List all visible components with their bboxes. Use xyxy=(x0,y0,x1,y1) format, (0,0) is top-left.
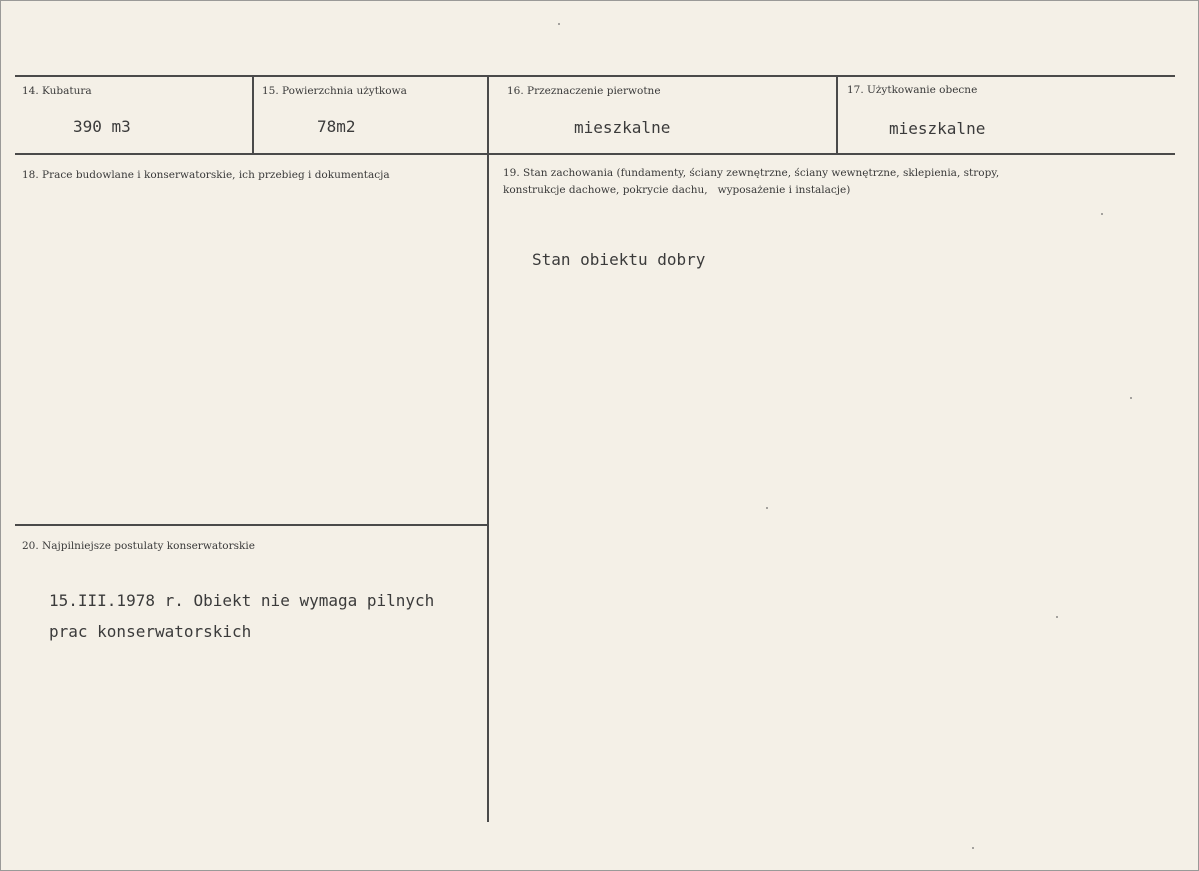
field-20-value-line1: 15.III.1978 r. Obiekt nie wymaga pilnych xyxy=(49,591,435,610)
field-15-label: 15. Powierzchnia użytkowa xyxy=(262,85,407,97)
divider-main xyxy=(487,76,489,822)
field-19-value: Stan obiektu dobry xyxy=(532,250,706,269)
field-19-label-line2: konstrukcje dachowe, pokrycie dachu, wyposażenie i instalacje) xyxy=(503,184,851,196)
field-19-label xyxy=(503,165,1083,199)
paper-speck xyxy=(1130,397,1132,399)
field-20-value xyxy=(49,585,434,647)
paper-speck xyxy=(1101,213,1103,215)
field-14-label: 14. Kubatura xyxy=(22,85,92,97)
field-20-label: 20. Najpilniejsze postulaty konserwatorskie xyxy=(22,540,255,552)
field-20-value-line2: prac konserwatorskich xyxy=(49,622,252,641)
field-19-label-line1: 19. Stan zachowania (fundamenty, ściany zewnętrzne, ściany wewnętrzne, sklepienia, stropy, xyxy=(503,167,1000,179)
field-16-label: 16. Przeznaczenie pierwotne xyxy=(507,85,661,97)
top-rule xyxy=(15,75,1175,77)
field-17-value: mieszkalne xyxy=(889,119,986,138)
header-bottom-rule xyxy=(15,153,1175,155)
divider-14-15 xyxy=(252,76,254,154)
section-20-top-rule xyxy=(15,524,487,526)
field-15-value: 78m2 xyxy=(317,117,356,136)
field-18-label: 18. Prace budowlane i konserwatorskie, ich przebieg i dokumentacja xyxy=(22,169,390,181)
paper-speck xyxy=(558,23,560,25)
divider-16-17 xyxy=(836,76,838,154)
paper-speck xyxy=(972,847,974,849)
paper-speck xyxy=(1056,616,1058,618)
field-17-label: 17. Użytkowanie obecne xyxy=(847,84,978,96)
paper-speck xyxy=(766,507,768,509)
field-14-value: 390 m3 xyxy=(73,117,131,136)
field-16-value: mieszkalne xyxy=(574,118,671,137)
